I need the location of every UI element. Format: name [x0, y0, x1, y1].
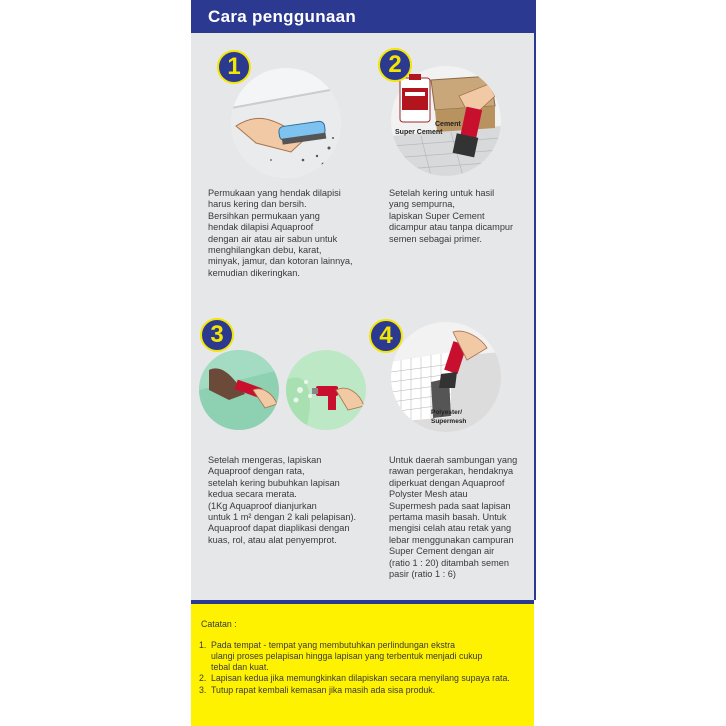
step-4-text: Untuk daerah sambungan yang rawan pergerakan, hendaknya diperkuat dengan Aquaproof Polyster Mesh atau Supermesh pada saat lapisan pertama masih basah. Untuk mengisi celah atau retak yang lebar menggunakan campuran Super Cement dengan air (ratio 1 : 20) ditambah semen pasir (ratio 1 : 6): [389, 455, 518, 580]
cement-label: Cement: [435, 121, 461, 128]
note-item: 2. Lapisan kedua jika memungkinkan dilapiskan secara menyilang supaya rata.: [199, 673, 510, 684]
step-4-badge: 4: [369, 319, 403, 353]
brush-applying-icon: [199, 350, 279, 430]
step-3-text: Setelah mengeras, lapiskan Aquaproof dengan rata, setelah kering bubuhkan lapisan kedua secara merata. (1Kg Aquaproof dianjurkan untuk 1 m² dengan 2 kali pelapisan). Aquaproof dapat diaplikasi dengan kuas, rol, atau alat penyemprot.: [208, 455, 357, 545]
note-item: 3. Tutup rapat kembali kemasan jika masih ada sisa produk.: [199, 685, 436, 696]
polyester-label: Polyester/: [431, 409, 463, 416]
super-cement-label: Super Cement: [395, 129, 443, 136]
step-3-roller-illustration: [199, 350, 279, 430]
usage-panel: [191, 0, 534, 726]
spray-gun-icon: [286, 350, 366, 430]
step-1-illustration: [231, 68, 341, 178]
step-2-badge: 2: [378, 48, 412, 82]
step-3-badge: 3: [200, 318, 234, 352]
panel-header: [191, 0, 534, 33]
supermesh-label: Supermesh: [431, 418, 467, 425]
super-cement-bottle-icon: [396, 74, 434, 124]
notes-list: [199, 640, 529, 697]
step-1-text: Permukaan yang hendak dilapisi harus kering dan bersih. Bersihkan permukaan yang hendak dilapisi Aquaproof dengan air atau air sabun untuk menghilangkan debu, karat, minyak, jamur, dan kotoran lainnya, kemudian dikeringkan.: [208, 188, 353, 278]
page-title: Cara penggunaan: [208, 7, 357, 26]
step-3-spray-illustration: [286, 350, 366, 430]
notes-divider: [191, 600, 534, 604]
note-item: 1. Pada tempat - tempat yang membutuhkan perlindungan ekstra ulangi proses pelapisan hingga lapisan yang terbentuk menjadi cukup tebal dan kuat.: [199, 640, 483, 672]
step-1-badge: 1: [217, 50, 251, 84]
notes-title: Catatan :: [201, 619, 237, 629]
step-2-text: Setelah kering untuk hasil yang sempurna, lapiskan Super Cement dicampur atau tanpa dicampur semen sebagai primer.: [389, 188, 514, 244]
brush-cleaning-icon: [231, 68, 341, 178]
notes-box: [191, 600, 534, 726]
